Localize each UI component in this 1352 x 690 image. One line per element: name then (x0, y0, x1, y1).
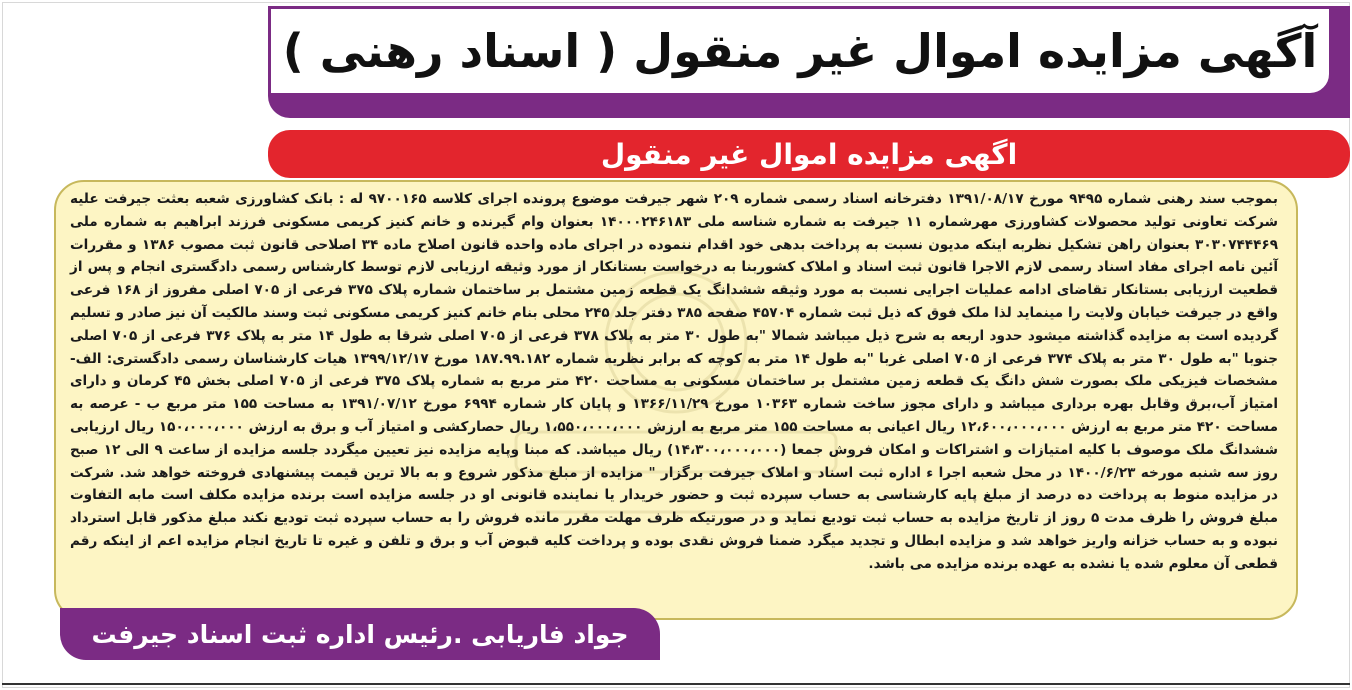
notice-body-box (54, 180, 1298, 620)
notice-body-text: بموجب سند رهنی شماره ۹۴۹۵ مورخ ۱۳۹۱/۰۸/۱۷ دفترخانه اسناد رسمی شماره ۲۰۹ شهر جیرفت موضوع پرونده اجرای کلاسه ۹۷۰۰۱۶۵ له : بانک کشاورزی شعبه بعثت جیرفت علیه شرکت تعاونی تولید محصولات کشاورزی مهرشماره ۱۱ جیرفت به شماره شناسه ملی ۱۴۰۰۰۲۴۶۱۸۳ بعنوان وام گیرنده و خانم کنیز کریمی مسکونی فرزند ابراهیم به شماره ملی ۳۰۳۰۷۴۴۴۶۹ بعنوان راهن تشکیل نظربه اینکه مدیون نسبت به پرداخت بدهی خود اقدام ننموده در اجرای ماده واحده قانون اصلاح ماده ۳۴ اصلاحی قانون ثبت مصوب ۱۳۸۶ و مقررات آئین نامه اجرای مفاد اسناد رسمی لازم الاجرا قانون ثبت اسناد و املاک کشوربنا به درخواست بستانکار از مورد وثیقه ارزیابی لازم توسط کارشناس رسمی دادگستری انجام و پس از قطعیت ارزیابی بستانکار تقاضای ادامه عملیات اجرایی نسبت به مورد وثیقه ششدانگ یک قطعه زمین مشتمل بر ساختمان شماره پلاک ۳۷۵ فرعی از ۷۰۵ اصلی مفروز از ۱۶۸ فرعی واقع در جیرفت خیابان ولایت را مینماید لذا ملک فوق که ذیل ثبت شماره ۴۵۷۰۴ صفحه ۳۸۵ دفتر جلد ۲۴۵ محلی بنام خانم کنیز کریمی مسکونی ثبت وسند مالکیت آن نیز صادر و تسلیم گردیده است به مزایده گذاشته میشود حدود اربعه به شرح ذیل میباشد شمالا "به طول ۳۰ متر به پلاک ۳۷۸ فرعی از ۷۰۵ اصلی شرقا به طول ۱۴ متر به پلاک ۳۷۶ فرعی از ۷۰۵ اصلی جنوبا "به طول ۳۰ متر به پلاک ۳۷۴ فرعی از ۷۰۵ اصلی غربا "به طول ۱۴ متر به کوچه که برابر نظریه شماره ۱۸۷.۹۹.۱۸۲ مورخ ۱۳۹۹/۱۲/۱۷ هیات کارشناسان رسمی دادگستری: الف- مشخصات فیزیکی ملک بصورت شش دانگ یک قطعه زمین مشتمل بر ساختمان مسکونی به مساحت ۴۲۰ متر مربع به شماره پلاک ۳۷۵ فرعی از ۷۰۵ اصلی بخش ۴۵ کرمان و دارای امتیاز آب،برق وقابل بهره برداری میباشد و دارای مجوز ساخت شماره ۱۰۳۶۳ مورخ ۱۳۶۶/۱۱/۲۹ و پایان کار شماره ۶۹۹۴ مورخ ۱۳۹۱/۰۷/۱۲ به مساحت ۱۵۵ متر مربع ب - عرصه به مساحت ۴۲۰ متر مربع به ارزش ۱۲،۶۰۰،۰۰۰،۰۰۰ ریال اعیانی به مساحت ۱۵۵ متر مربع به ارزش ۱،۵۵۰،۰۰۰،۰۰۰ ریال حصارکشی و امتیاز آب و برق به ارزش ۱۵۰،۰۰۰،۰۰۰ ریال ارزیابی ششدانگ ملک موصوف با کلیه امتیازات و اشتراکات و امکان فروش جمعا (۱۴،۳۰۰،۰۰۰،۰۰۰) ریال میباشد. که مبنا وپایه مزایده نیز تعیین میگردد جلسه مزایده از ساعت ۹ الی ۱۲ صبح روز سه شنبه مورخه ۱۴۰۰/۶/۲۳ در محل شعبه اجرا ء اداره ثبت اسناد و املاک جیرفت برگزار " مزایده از مبلغ مذکور شروع و به بالا ترین قیمت پیشنهادی فروخته خواهد شد. شرکت در مزایده منوط به پرداخت ده درصد از مبلغ پایه کارشناسی به حساب سپرده ثبت و حضور خریدار یا نماینده قانونی او در جلسه مزایده است برنده مزایده مکلف است مابه التفاوت مبلغ فروش را ظرف مدت ۵ روز از تاریخ مزایده به حساب ثبت تودیع نماید و در صورتیکه ظرف مهلت مقرر مانده فروش را به حساب سپرده ثبت تودیع نکند مبلغ مذکور قابل استرداد نبوده و به حساب خزانه واریز خواهد شد و مزایده ابطال و تجدید میگرد ضمنا فروش نقدی بوده و پرداخت کلیه قبوض آب و برق و تلفن و غیره تا تاریخ انجام مزایده اعم از اینکه رقم قطعی آن معلوم شده یا نشده به عهده برنده مزایده می باشد. (70, 191, 1279, 572)
main-title: آگهی مزایده اموال غیر منقول ( اسناد رهنی ) (282, 24, 1318, 78)
main-title-box (268, 6, 1332, 96)
bottom-divider (2, 683, 1350, 685)
sub-title-banner (268, 130, 1350, 178)
sub-title: اگهی مزایده اموال غیر منقول (600, 137, 1018, 171)
signature-text: جواد فاریابی .رئیس اداره ثبت اسناد جیرفت (91, 619, 629, 649)
signature-bar (60, 608, 660, 660)
main-title-banner (268, 6, 1350, 118)
